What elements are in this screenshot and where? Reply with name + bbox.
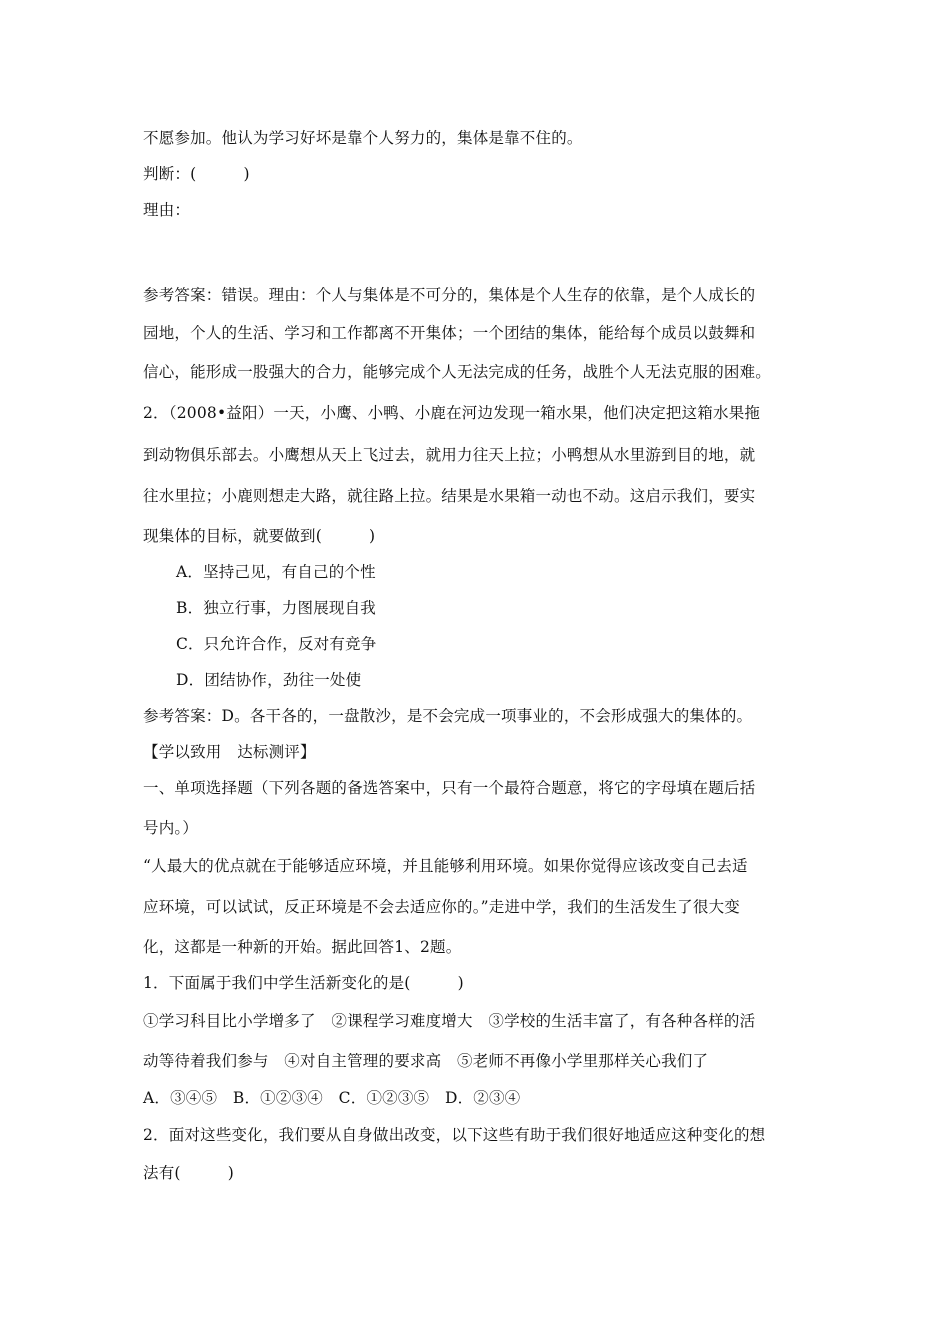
question-line: 1．下面属于我们中学生活新变化的是( ) bbox=[143, 974, 464, 992]
quote-line: “人最大的优点就在于能够适应环境，并且能够利用环境。如果你觉得应该改变自己去适 bbox=[143, 857, 748, 875]
option-a: A．坚持己见，有自己的个性 bbox=[176, 563, 376, 581]
answer-line: 参考答案：D。各干各的，一盘散沙，是不会完成一项事业的，不会形成强大的集体的。 bbox=[143, 707, 753, 725]
text-line: 号内。） bbox=[143, 819, 199, 837]
answer-line: 参考答案：错误。理由：个人与集体是不可分的，集体是个人生存的依靠，是个人成长的 bbox=[143, 286, 756, 304]
text-line: 不愿参加。他认为学习好坏是靠个人努力的，集体是靠不住的。 bbox=[143, 129, 583, 147]
text-line: 信心，能形成一股强大的合力，能够完成个人无法完成的任务，战胜个人无法克服的困难。 bbox=[143, 363, 772, 381]
judgement-line: 判断：( ) bbox=[143, 165, 250, 183]
text-line: 应环境，可以试试，反正环境是不会去适应你的。”走进中学，我们的生活发生了很大变 bbox=[143, 898, 740, 916]
text-line: 往水里拉；小鹿则想走大路，就往路上拉。结果是水果箱一动也不动。这启示我们，要实 bbox=[143, 487, 756, 505]
text-line: 化，这都是一种新的开始。据此回答1、2题。 bbox=[143, 938, 462, 956]
choices-line: ①学习科目比小学增多了 ②课程学习难度增大 ③学校的生活丰富了，有各种各样的活 bbox=[143, 1012, 756, 1030]
option-b: B．独立行事，力图展现自我 bbox=[176, 599, 376, 617]
text-line: 法有( ) bbox=[143, 1164, 234, 1182]
section-heading: 【学以致用 达标测评】 bbox=[143, 743, 316, 761]
text-line: 园地，个人的生活、学习和工作都离不开集体；一个团结的集体，能给每个成员以鼓舞和 bbox=[143, 324, 756, 342]
option-c: C．只允许合作，反对有竞争 bbox=[176, 635, 377, 653]
text-line: 现集体的目标，就要做到( ) bbox=[143, 527, 376, 545]
question-line: 2．面对这些变化，我们要从自身做出改变，以下这些有助于我们很好地适应这种变化的想 bbox=[143, 1126, 766, 1144]
section-instructions: 一、单项选择题（下列各题的备选答案中，只有一个最符合题意，将它的字母填在题后括 bbox=[143, 779, 756, 797]
option-d: D．团结协作，劲往一处使 bbox=[176, 671, 362, 689]
reason-line: 理由： bbox=[143, 201, 191, 219]
question-line: 2．（2008•益阳）一天，小鹰、小鸭、小鹿在河边发现一箱水果，他们决定把这箱水果拖 bbox=[143, 404, 761, 422]
options-line: A．③④⑤ B．①②③④ C．①②③⑤ D．②③④ bbox=[143, 1089, 521, 1107]
text-line: 到动物俱乐部去。小鹰想从天上飞过去，就用力往天上拉；小鸭想从水里游到目的地，就 bbox=[143, 446, 756, 464]
choices-line: 动等待着我们参与 ④对自主管理的要求高 ⑤老师不再像小学里那样关心我们了 bbox=[143, 1052, 709, 1070]
